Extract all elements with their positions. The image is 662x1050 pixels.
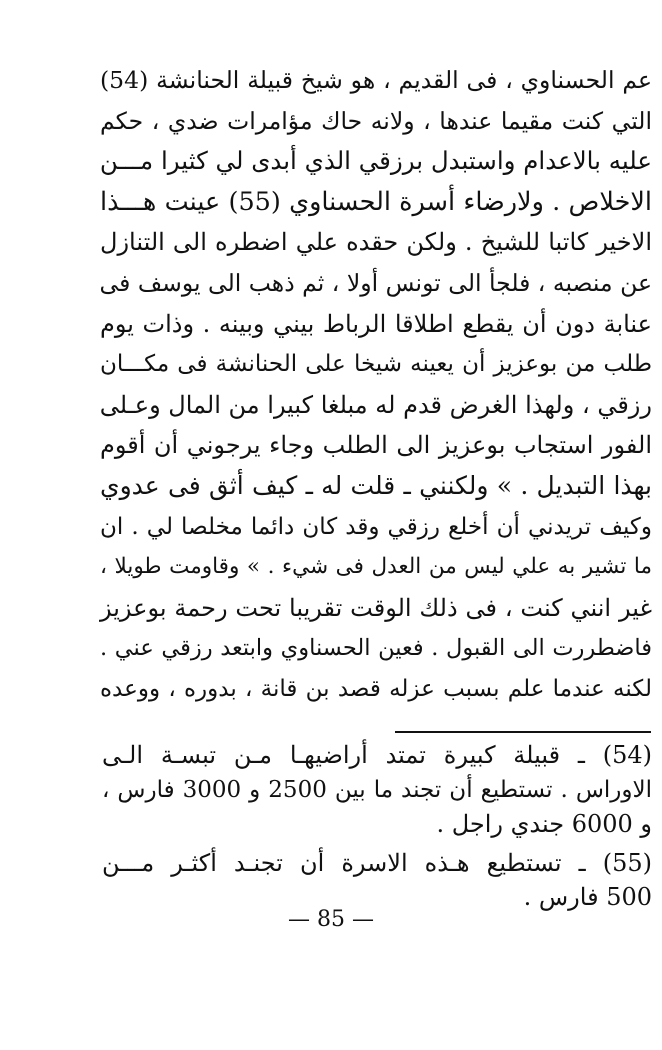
text-line: غير انني كنت ، فى ذلك الوقت تقريبا تحت رحمة بوعزيز [100,593,652,622]
text-line: فاضطررت الى القبول . فعين الحسناوي وابتعد رزقي عني . [100,635,652,662]
footnote-line: (54) ـ قبيلة كبيرة تمتد أراضيهـا مـن تبسـة الـى [102,741,652,769]
text-line: وكيف تريدني أن أخلع رزقي وقد كان دائما مخلصا لي . ان [100,513,652,540]
text-line: الاخير كاتبا للشيخ . ولكن حقده علي اضطره الى التنازل [100,228,652,257]
footnote-line: (55) ـ تستطيع هـذه الاسرة أن تجنـد أكثـر مـــن [102,848,652,877]
footnote-line: 500 فارس . [523,883,652,911]
text-line: عليه بالاعدام واستبدل برزقي الذي أبدى لي كثيرا مـــن [99,146,652,176]
footnote-separator [395,731,651,733]
text-line: الاخلاص . ولارضاء أسرة الحسناوي (55) عينت هـــذا [100,186,652,217]
page-number: — 85 — [288,907,374,932]
text-line: رزقي ، ولهذا الغرض قدم له مبلغا كبيرا من المال وعـلى [99,390,652,419]
text-line: عن منصبه ، فلجأ الى تونس أولا ، ثم ذهب الى يوسف فى [99,268,652,297]
footnotes [102,738,652,919]
text-line: عنابة دون أن يقطع اطلاقا الرباط بيني وبينه . وذات يوم [100,309,652,338]
text-line: التي كنت مقيما عندها ، ولانه حاك مؤامرات ضدي ، حكم [100,106,652,135]
text-line: ما تشير به علي ليس من العدل فى شيء . » وقاومت طويلا ، [100,554,652,580]
footnote-55 [102,846,652,915]
footnote-line: و 6000 جندي راجل . [436,810,652,838]
footnote-line: الاوراس . تستطيع أن تجند ما بين 2500 و 3000 فارس ، [102,776,653,803]
text-line: عم الحسناوي ، فى القديم ، هو شيخ قبيلة الحنانشة (54) [100,66,652,94]
text-line: طلب من بوعزيز أن يعينه شيخا على الحنانشة فى مكـــان [100,351,652,378]
text-line: لكنه عندما علم بسبب عزله قصد بن قانة ، بدوره ، ووعده [100,675,652,702]
footnote-54 [102,738,652,842]
text-line: الفور استجاب بوعزيز الى الطلب وجاء يرجوني أن أقوم [100,431,652,460]
text-line: بهذا التبديل . » ولكنني ـ قلت له ـ كيف أثق فى عدوي [100,470,652,500]
main-text [100,60,652,710]
